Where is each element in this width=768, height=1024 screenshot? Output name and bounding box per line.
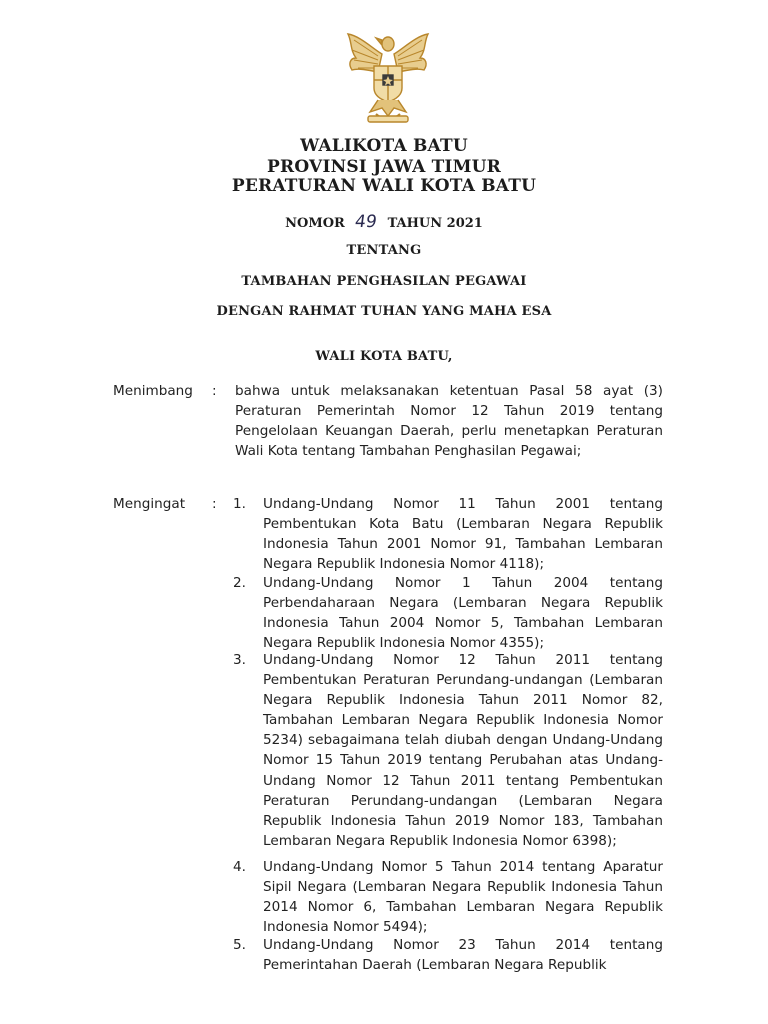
authority-line: WALI KOTA BATU, [315,349,453,364]
list-item-number: 1. [233,496,246,512]
list-item-number: 2. [233,575,246,591]
list-item: Undang-Undang Nomor 12 Tahun 2011 tentang Pembentukan Peraturan Perundang-undangan (Lembaran Negara Republik Indonesia Tahun 2011 Nomor 82, Tambahan Lembaran Negara Republik Indonesia Nomor 5234) sebagaimana telah diubah dengan Undang-Undang Nomor 15 Tahun 2019 tentang Perubahan atas Undang-Undang Nomor 12 Tahun 2011 tentang Pembentukan Peraturan Perundang-undangan (Lembaran Negara Republik Indonesia Tahun 2019 Nomor 183, Tambahan Lembaran Negara Republik Indonesia Nomor 6398); [263,652,663,849]
mengingat-colon: : [212,496,217,512]
menimbang-text: bahwa untuk melaksanakan ketentuan Pasal 58 ayat (3) Peraturan Pemerintah Nomor 12 Tahun 2019 tentang Pengelolaan Keuangan Daerah, perlu menetapkan Peraturan Wali Kota tentang Tambahan Penghasilan Pegawai; [235,383,663,460]
regulation-subject: TAMBAHAN PENGHASILAN PEGAWAI [241,274,527,289]
regulation-number-line [0,212,768,232]
list-item-number: 4. [233,859,246,875]
list-item: Undang-Undang Nomor 5 Tahun 2014 tentang Aparatur Sipil Negara (Lembaran Negara Republik Indonesia Tahun 2014 Nomor 6, Tambahan Lembaran Negara Republik Indonesia Nomor 5494); [263,859,663,936]
menimbang-label: Menimbang [113,383,193,399]
menimbang-colon: : [212,383,217,399]
list-item: Undang-Undang Nomor 1 Tahun 2004 tentang Perbendaharaan Negara (Lembaran Negara Republik Indonesia Tahun 2004 Nomor 5, Tambahan Lembaran Negara Republik Indonesia Nomor 4355); [263,575,663,652]
heading-walikota: WALIKOTA BATU [300,136,468,156]
nomor-suffix: TAHUN 2021 [387,216,483,231]
blessing-line: DENGAN RAHMAT TUHAN YANG MAHA ESA [216,304,552,319]
list-item-number: 3. [233,652,246,668]
list-item-number: 5. [233,937,246,953]
list-item: Undang-Undang Nomor 11 Tahun 2001 tentang Pembentukan Kota Batu (Lembaran Negara Republik Indonesia Tahun 2001 Nomor 91, Tambahan Lembaran Negara Republik Indonesia Nomor 4118); [263,496,663,573]
list-item: Undang-Undang Nomor 23 Tahun 2014 tentang Pemerintahan Daerah (Lembaran Negara Republik [263,937,663,974]
tentang-label: TENTANG [346,243,422,258]
mengingat-label: Mengingat [113,496,186,512]
nomor-prefix: NOMOR [285,216,345,231]
garuda-emblem-icon [338,30,438,124]
heading-regulation: PERATURAN WALI KOTA BATU [231,176,537,196]
handwritten-number: 49 [354,212,379,232]
heading-province: PROVINSI JAWA TIMUR [267,157,501,177]
